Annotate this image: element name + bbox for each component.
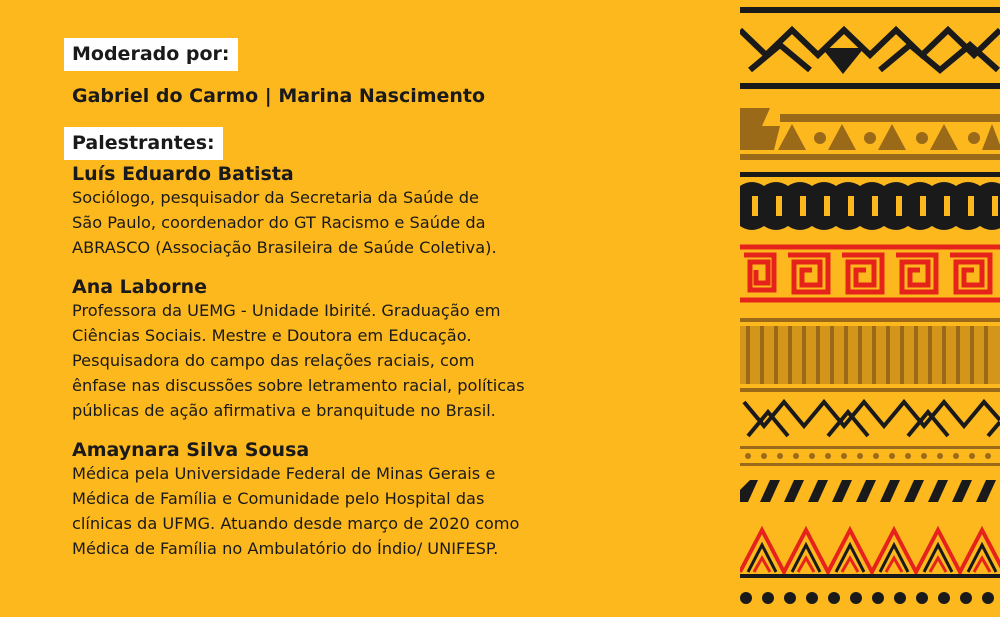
hatch-band-icon bbox=[740, 480, 996, 502]
speaker-block bbox=[72, 162, 704, 260]
speaker-name: Luís Eduardo Batista bbox=[72, 163, 294, 185]
bio-line: ênfase nas discussões sobre letramento racial, políticas bbox=[72, 375, 525, 395]
bio-line: Sociólogo, pesquisador da Secretaria da Saúde de bbox=[72, 188, 480, 207]
bio-line: Médica de Família no Ambulatório do Índio/ UNIFESP. bbox=[72, 538, 499, 558]
red-triangle-band-icon bbox=[740, 530, 1000, 576]
speaker-bio bbox=[72, 186, 704, 260]
speaker-block bbox=[72, 275, 704, 423]
zigzag-band-icon bbox=[740, 10, 1000, 86]
speaker-bio bbox=[72, 299, 704, 423]
speaker-block bbox=[72, 438, 704, 561]
brown-stripe-band-icon bbox=[740, 318, 1000, 392]
bio-line: Pesquisadora do campo das relações raciais, com bbox=[72, 350, 475, 370]
speakers-label: Palestrantes: bbox=[64, 127, 223, 160]
bio-line: Ciências Sociais. Mestre e Doutora em Educação. bbox=[72, 326, 472, 346]
moderators-names: Gabriel do Carmo | Marina Nascimento bbox=[72, 85, 486, 107]
speaker-name: Ana Laborne bbox=[72, 276, 208, 299]
bio-line: públicas de ação afirmativa e branquitude no Brasil. bbox=[72, 400, 496, 420]
brown-dot-band-icon bbox=[740, 108, 1000, 160]
tribal-pattern-panel bbox=[740, 0, 1000, 617]
bio-line: São Paulo, coordenador do GT Racismo e Saúde da bbox=[72, 212, 486, 232]
moderated-by-label: Moderado por: bbox=[64, 38, 238, 71]
bio-line: ABRASCO (Associação Brasileira de Saúde Coletiva). bbox=[72, 237, 497, 257]
speaker-bio bbox=[72, 462, 704, 561]
bio-line: Médica de Família e Comunidade pelo Hospital das bbox=[72, 489, 485, 509]
black-scallop-band-icon bbox=[740, 172, 1000, 230]
black-triangle-band-icon bbox=[744, 402, 1000, 436]
bio-line: Professora da UEMG - Unidade Ibirité. Graduação em bbox=[72, 301, 501, 321]
speaker-name: Amaynara Silva Sousa bbox=[72, 439, 310, 462]
bio-line: Médica pela Universidade Federal de Minas Gerais e bbox=[72, 464, 496, 484]
black-dots-band-icon bbox=[740, 592, 994, 604]
bio-line: clínicas da UFMG. Atuando desde março de 2020 como bbox=[72, 513, 520, 533]
dots-band-icon bbox=[740, 446, 1000, 466]
red-spiral-band-icon bbox=[740, 247, 1000, 300]
content-column bbox=[64, 38, 704, 562]
